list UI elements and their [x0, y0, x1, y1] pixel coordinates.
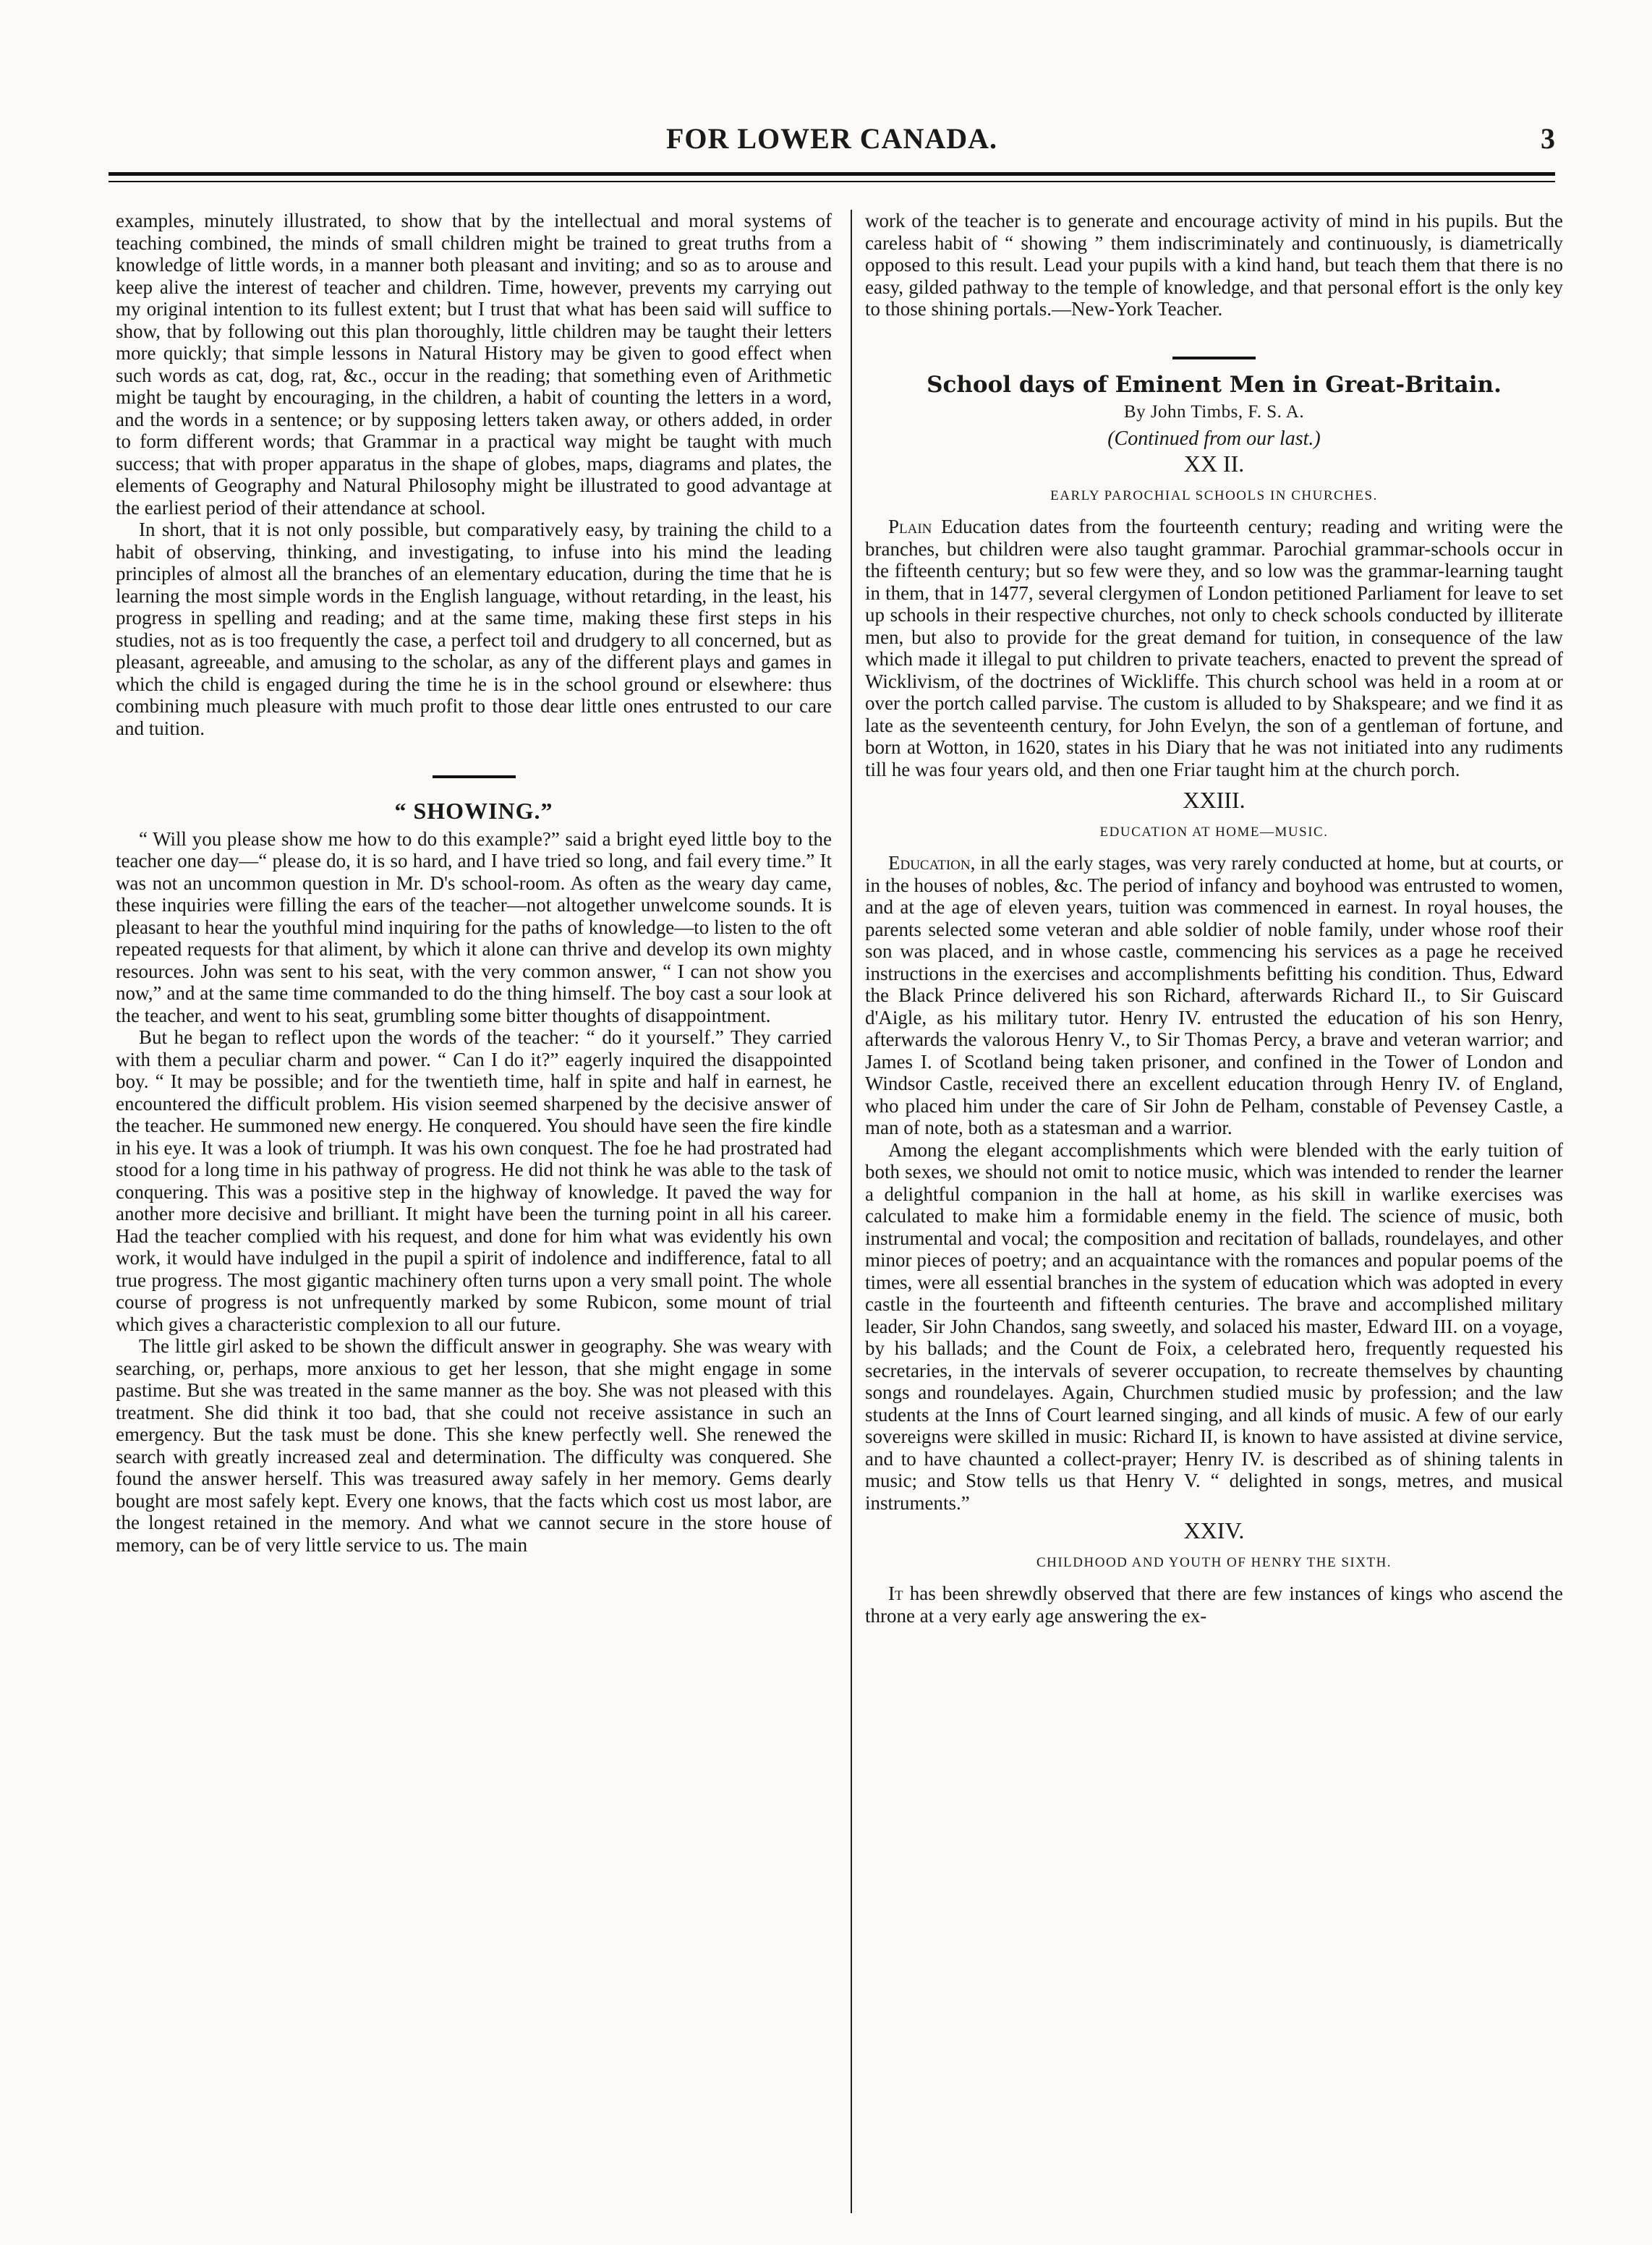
paragraph: work of the teacher is to generate and encourage activity of mind in his pupils. But the careless habit of “ showing ” them indiscriminately and continuously, is diametrically opposed to this result. Lead your pupils with a kind hand, but teach them that there is no easy, gilded pathway to the temple of knowledge, and that personal effort is the only key to those shining portals.—New-York Teacher. — [865, 210, 1563, 320]
page-number: 3 — [1541, 122, 1555, 155]
paragraph: Among the elegant accomplishments which were blended with the early tuition of both sexes, we should not omit to notice music, which was intended to render the learner a delightful companion in the hall at home, as his skill in warlike exercises was calculated to make him a formidable enemy in the field. The science of music, both instrumental and vocal; the composition and recitation of ballads, roundelayes, and other minor pieces of poetry; and an acquaintance with the romances and popular poems of the times, were all essential branches in the system of education which was adopted in every castle in the fourteenth and fifteenth centuries. The brave and accomplished military leader, Sir John Chandos, sang sweetly, and solaced his master, Edward III. on a voyage, by his ballads; and the Count de Foix, a celebrated hero, frequently requested his secretaries, in the intervals of severer occupation, to recreate themselves by chaunting songs and roundelayes. Again, Churchmen studied music by profession; and the law students at the Inns of Court learned singing, and all kinds of music. A few of our early sovereigns were skilled in music: Richard II, is known to have assisted at divine service, and to have chaunted a collect-prayer; Henry IV. is described as of shining talents in music; and Stow tells us that Henry V. “ delighted in songs, metres, and musical instruments.” — [865, 1138, 1563, 1514]
section-numeral: XXIV. — [1183, 1517, 1245, 1543]
paragraph — [865, 1582, 1563, 1627]
paragraph: The little girl asked to be shown the difficult answer in geography. She was weary with searching, or, perhaps, more anxious to get her lesson, that she might engage in some pastime. But she was treated in the same manner as the boy. She was not pleased with this treatment. She did think it too bad, that she could not receive assistance in such an emergency. But the task must be done. This she knew perfectly well. She renewed the search with greatly increased zeal and determination. The difficulty was conquered. She found the answer herself. This was treasured away safely in her memory. Gems dearly bought are most safely kept. Every one knows, that the facts which cost us most labor, are the longest retained in the memory. And what we cannot secure in the store house of memory, can be of very little service to us. The main — [116, 1335, 832, 1556]
paragraph: In short, that it is not only possible, but comparatively easy, by training the child to a habit of observing, thinking, and investigating, to infuse into his mind the leading principles of almost all the branches of an elementary education, during the time that he is learning the most simple words in the English language, without retarding, in the least, his progress in spelling and reading; and at the same time, making these first steps in his studies, not as is too frequently the case, a perfect toil and drudgery to all concerned, but as pleasant, agreeable, and amusing to the scholar, as any of the different plays and games in which the child is engaged during the time he is in the school ground or elsewhere: thus combining much pleasure with much profit to those dear little ones entrusted to our care and tuition. — [116, 519, 832, 739]
section-subhead: EARLY PAROCHIAL SCHOOLS IN CHURCHES. — [1050, 487, 1378, 503]
right-column — [865, 210, 1563, 1627]
paragraph: But he began to reflect upon the words of the teacher: “ do it yourself.” They carried with them a peculiar charm and power. “ Can I do it?” eagerly inquired the disappointed boy. “ It may be possible; and for the twentieth time, half in spite and half in earnest, he encountered the difficult problem. His vision seemed sharpened by the decisive answer of the teacher. He summoned new energy. He conquered. You should have seen the fire kindle in his eye. It was a look of triumph. It was his own conquest. The foe he had prostrated had stood for a long time in his pathway of progress. He did not think he was able to the task of conquering. This was a positive step in the highway of knowledge. It paved the way for another more decisive and brilliant. It might have been the turning point in all his career. Had the teacher complied with his request, and done for him what was evidently his own work, it would have indulged in the pupil a spirit of indolence and indifference, fatal to all true progress. The most gigantic machinery often turns upon a very small point. The whole course of progress is not unfrequently marked by some Rubicon, some mount of trial which gives a characteristic complexion to all our future. — [116, 1026, 832, 1335]
lead-word: It — [888, 1582, 903, 1604]
paragraph: examples, minutely illustrated, to show that by the intellectual and moral systems of teaching combined, the minds of small children might be trained to great truths from a knowledge of little words, in a manner both pleasant and inviting; and so as to arouse and keep alive the interest of teacher and children. Time, however, prevents my carrying out my original intention to its fullest extent; but I trust that what has been said will suffice to show, that by following out this plan thoroughly, little children may be taught their letters more quickly; that simple lessons in Natural History may be given to good effect when such words as cat, dog, rat, &c., occur in the reading; that something even of Arithmetic might be taught by encouraging, in the children, a habit of counting the letters in a word, and the words in a sentence; or by supposing letters taken away, or others added, in order to form different words; that Grammar in a practical way might be taught with much success; that with proper apparatus in the shape of globes, maps, diagrams and plates, the elements of Geography and Natural Philosophy might be illustrated to good advantage at the earliest period of their attendance at school. — [116, 210, 832, 519]
continued-note: (Continued from our last.) — [1107, 427, 1321, 450]
byline: By John Timbs, F. S. A. — [1123, 402, 1305, 422]
lead-word: Plain — [888, 516, 932, 537]
paragraph-text: , in all the early stages, was very rarely conducted at home, but at courts, or in the houses of nobles, &c. The period of infancy and boyhood was entrusted to women, and at the age of eleven years, tuition was commenced in earnest. In royal houses, the parents selected some veteran and able soldier of noble family, under whose roof their son was placed, and in whose castle, commencing his services as a page he received instructions in the exercises and accomplishments befitting his condition. Thus, Edward the Black Prince delivered his son Richard, afterwards Richard II., to Sir Guiscard d'Aigle, as his military tutor. Henry IV. entrusted the education of his son Henry, afterwards the valorous Henry V., to Sir Thomas Percy, a brave and veteran warrior; and James I. of Scotland being taken prisoner, and confined in the Tower of London and Windsor Castle, received there an excellent education through Henry IV. of England, who placed him under the care of Sir John de Pelham, constable of Pevensey Castle, a man of note, both as a statesman and a warrior. — [865, 852, 1563, 1138]
paragraph — [865, 516, 1563, 780]
page-header — [108, 122, 1555, 165]
section-numeral: XXIII. — [1183, 787, 1246, 813]
paragraph-text: has been shrewdly observed that there are few instances of kings who ascend the throne at a very early age answering the ex- — [865, 1582, 1563, 1627]
paragraph — [865, 852, 1563, 1139]
paragraph: “ Will you please show me how to do this example?” said a bright eyed little boy to the teacher one day—“ please do, it is so hard, and I have tried so long, and fail every time.” It was not an uncommon question in Mr. D's school-room. As often as the weary day came, these inquiries were filling the ears of the teacher—not altogether unwelcome sounds. It is pleasant to hear the youthful mind inquiring for the paths of knowledge—to listen to the oft repeated requests for that aliment, by which it alone can thrive and develop its own mighty resources. John was sent to his seat, with the very common answer, “ I can not show you now,” and at the same time commanded to do the thing himself. The boy cast a sour look at the teacher, and went to his seat, grumbling some bitter thoughts of disappointment. — [116, 827, 832, 1026]
article-title-showing: “ SHOWING.” — [394, 798, 553, 824]
paragraph-text: Education dates from the fourteenth century; reading and writing were the branches, but children were also taught grammar. Parochial grammar-schools occur in the fifteenth century; but so few were they, and so low was the grammar-learning taught in them, that in 1477, several clergymen of London petitioned Parliament for leave to set up schools in their respective churches, not only to check schools conducted by illiterate men, but also to provide for the great demand for tuition, in consequence of the law which made it illegal to put children to private teachers, enacted to prevent the spread of Wicklivism, of the doctrines of Wickliffe. This church school was held in a room at or over the portch called parvise. The custom is alluded to by Shakspeare; and we find it as late as the seventeenth century, for John Evelyn, the son of a gentleman of fortune, and born at Wotton, in 1620, states in his Diary that he was not initiated into any rudiments till he was four years old, and then one Friar taught him at the church porch. — [865, 516, 1563, 780]
article-title-school-days: School days of Eminent Men in Great-Britain. — [927, 371, 1502, 398]
section-subhead: CHILDHOOD AND YOUTH OF HENRY THE SIXTH. — [1036, 1554, 1392, 1570]
header-rule-thick — [108, 172, 1555, 176]
running-head: FOR LOWER CANADA. — [665, 122, 998, 155]
section-subhead: EDUCATION AT HOME—MUSIC. — [1099, 824, 1329, 840]
section-numeral: XX II. — [1183, 451, 1245, 477]
header-rule-thin — [108, 181, 1555, 182]
lead-word: Education — [888, 852, 971, 874]
column-divider — [851, 210, 852, 2213]
left-column — [116, 210, 832, 1556]
